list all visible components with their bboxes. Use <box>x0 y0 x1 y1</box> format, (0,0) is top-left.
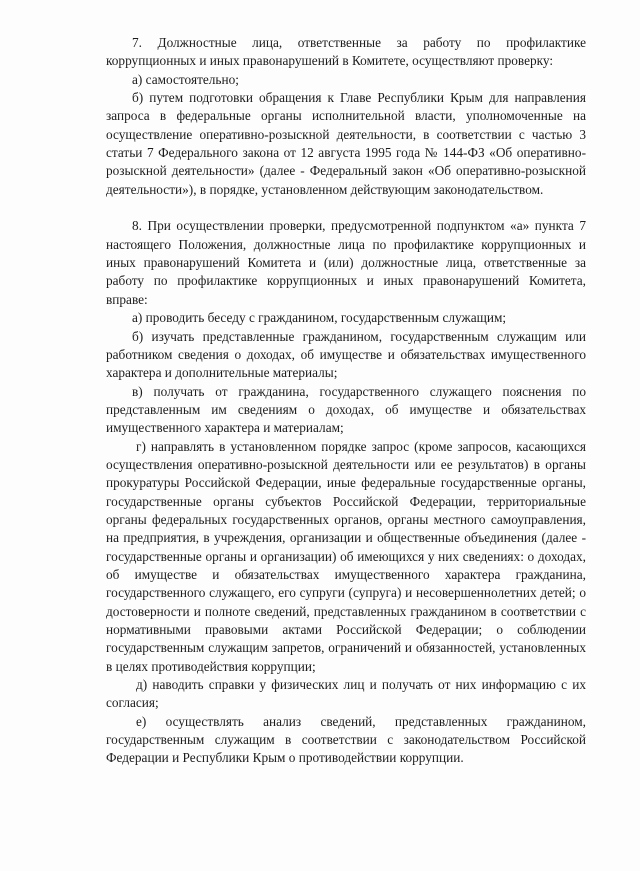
paragraph-7-a: а) самостоятельно; <box>132 71 239 87</box>
paragraph-8-v: в) получать от гражданина, государственного служащего пояснения по представленным им сведениям о доходах, об имуществе и обязательствах имущественного характера и материалам; <box>106 383 586 436</box>
paragraph-gap <box>106 199 586 217</box>
paragraph-7-b: б) путем подготовки обращения к Главе Республики Крым для направления запроса в федеральные органы исполнительной власти, уполномоченные на осуществление оперативно-розыскной деятельности, в соответствии с частью 3 статьи 7 Федерального закона от 12 августа 1995 года № 144-ФЗ «Об оперативно-розыскной деятельности» (далее - Федеральный закон «Об оперативно-розыскной деятельности»), в порядке, установленном действующим законодательством. <box>106 90 586 197</box>
paragraph-7: 7. Должностные лица, ответственные за работу по профилактике коррупционных и иных правонарушений в Комитете, осуществляют проверку: <box>106 35 586 69</box>
paragraph-8-d: д) наводить справки у физических лиц и получать от них информацию с их согласия; <box>106 677 586 711</box>
paragraph-8-g: г) направлять в установленном порядке запрос (кроме запросов, касающихся осуществления оперативно-розыскной деятельности или ее результатов) в органы прокуратуры Российской Федерации, иные федеральные государственные органы, государственные органы субъектов Российской Федерации, территориальные органы федеральных государственных органов, органы местного самоуправления, на предприятия, в учреждения, организации и общественные объединения (далее - государственные органы и организации) об имеющихся у них сведениях: о доходах, об имуществе и обязательствах имущественного характера гражданина, государственного служащего, его супруги (супруга) и несовершеннолетних детей; о достоверности и полноте сведений, представленных гражданином в соответствии с нормативными правовыми актами Российской Федерации; о соблюдении государственным служащим запретов, ограничений и обязанностей, установленных в целях противодействия коррупции; <box>106 438 586 674</box>
paragraph-8-b: б) изучать представленные гражданином, государственным служащим или работником сведения о доходах, об имуществе и обязательствах имущественного характера и дополнительные материалы; <box>106 328 586 381</box>
document-body <box>106 34 586 768</box>
paragraph-8-a: а) проводить беседу с гражданином, государственным служащим; <box>132 310 507 326</box>
paragraph-8-e: е) осуществлять анализ сведений, представленных гражданином, государственным служащим в соответствии с законодательством Российской Федерации и Республики Крым о противодействии коррупции. <box>106 713 586 766</box>
paragraph-8: 8. При осуществлении проверки, предусмотренной подпунктом «а» пункта 7 настоящего Положения, должностные лица по профилактике коррупционных и иных правонарушений Комитета и (или) должностные лица, ответственные за работу по профилактике коррупционных и иных правонарушений Комитета, вправе: <box>106 218 586 307</box>
